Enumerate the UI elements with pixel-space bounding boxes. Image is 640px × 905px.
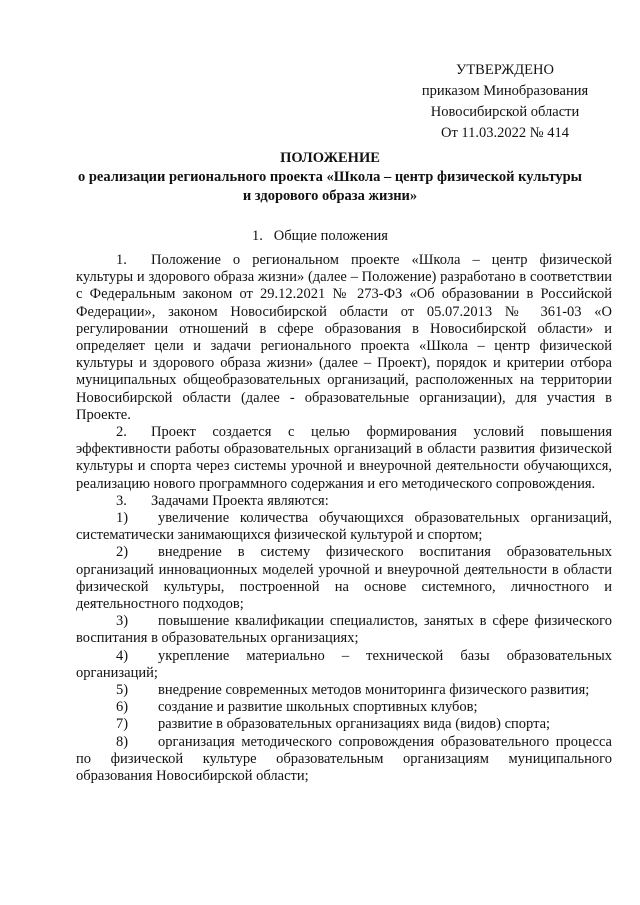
task-number: 6) xyxy=(116,699,129,716)
paragraph-number: 1. xyxy=(116,252,127,268)
paragraph xyxy=(76,493,612,510)
document-title xyxy=(20,149,640,206)
paragraph-text: Положение о региональном проекте «Школа – центр физической культуры и здорового образа жизни» (далее – Положение) разработано в соответствии с Федеральным законом от 29.12.2021 № 273-ФЗ «Об образовании в Российской Федерации», законом Новосибирской области от 05.07.2013 № 361-03 «О регулировании отношений в сфере образования в Новосибирской области» и определяет цели и задачи регионального проекта «Школа – центр физической культуры и здорового образа жизни» (далее – Проект), порядок и критерии отбора муниципальных общеобразовательных организаций, расположенных на территории Новосибирской области (далее - образовательные организации), для участия в Проекте. xyxy=(76,252,612,423)
title-line: о реализации регионального проекта «Школа – центр физической культуры xyxy=(77,169,583,185)
approval-stamp xyxy=(380,60,630,144)
task-text: внедрение современных методов мониторинга физического развития; xyxy=(158,682,590,699)
section-heading xyxy=(0,226,640,246)
paragraph xyxy=(76,424,612,493)
title-line: ПОЛОЖЕНИЕ xyxy=(280,150,380,166)
task-text: создание и развитие школьных спортивных клубов; xyxy=(158,699,478,716)
task-item xyxy=(76,716,612,733)
task-number: 5) xyxy=(116,682,129,699)
paragraph-text: Задачами Проекта являются: xyxy=(151,492,329,509)
task-text: укрепление материально – технической базы образовательных организаций; xyxy=(76,647,612,681)
task-number: 4) xyxy=(116,647,129,664)
task-item xyxy=(76,682,612,699)
paragraph-text: Проект создается с целью формирования условий повышения эффективности работы образовательных организаций в области развития физической культуры и спорта через системы урочной и внеурочной деятельности обучающихся, реализацию нового программного содержания и его методического сопровождения. xyxy=(76,424,612,492)
approval-line: УТВЕРЖДЕНО xyxy=(456,62,554,78)
task-item xyxy=(76,544,612,613)
task-number: 8) xyxy=(116,733,129,750)
task-number: 3) xyxy=(116,613,129,630)
task-text: организация методического сопровождения образовательного процесса по физической культуре образовательным организациям муниципального образования Новосибирской области; xyxy=(76,733,612,785)
task-item xyxy=(76,734,612,786)
task-item xyxy=(76,648,612,682)
approval-line: приказом Минобразования xyxy=(421,83,589,99)
document-body xyxy=(76,252,612,785)
approval-line: Новосибирской области xyxy=(430,104,580,120)
task-text: внедрение в систему физического воспитания образовательных организаций инновационных моделей урочной и внеурочной деятельности в области физической культуры, построенной на основе системного, личностного и деятельностного подходов; xyxy=(76,544,612,613)
approval-order-line: От 11.03.2022 № 414 xyxy=(441,125,569,141)
task-item xyxy=(76,510,612,544)
task-text: повышение квалификации специалистов, занятых в сфере физического воспитания в образовательных организациях; xyxy=(76,613,612,647)
title-line: и здорового образа жизни» xyxy=(242,188,418,204)
task-number: 1) xyxy=(116,510,129,527)
paragraph-number: 2. xyxy=(116,424,127,441)
paragraph xyxy=(76,252,612,424)
paragraph-number: 3. xyxy=(116,492,127,509)
section-number: 1. xyxy=(252,228,263,244)
task-text: увеличение количества обучающихся образовательных организаций, систематически занимающихся физической культурой и спортом; xyxy=(76,510,612,544)
task-number: 2) xyxy=(116,544,129,561)
task-item xyxy=(76,613,612,647)
task-item xyxy=(76,699,612,716)
task-text: развитие в образовательных организациях вида (видов) спорта; xyxy=(158,716,551,733)
task-number: 7) xyxy=(116,716,129,733)
section-heading-text: Общие положения xyxy=(273,228,388,244)
